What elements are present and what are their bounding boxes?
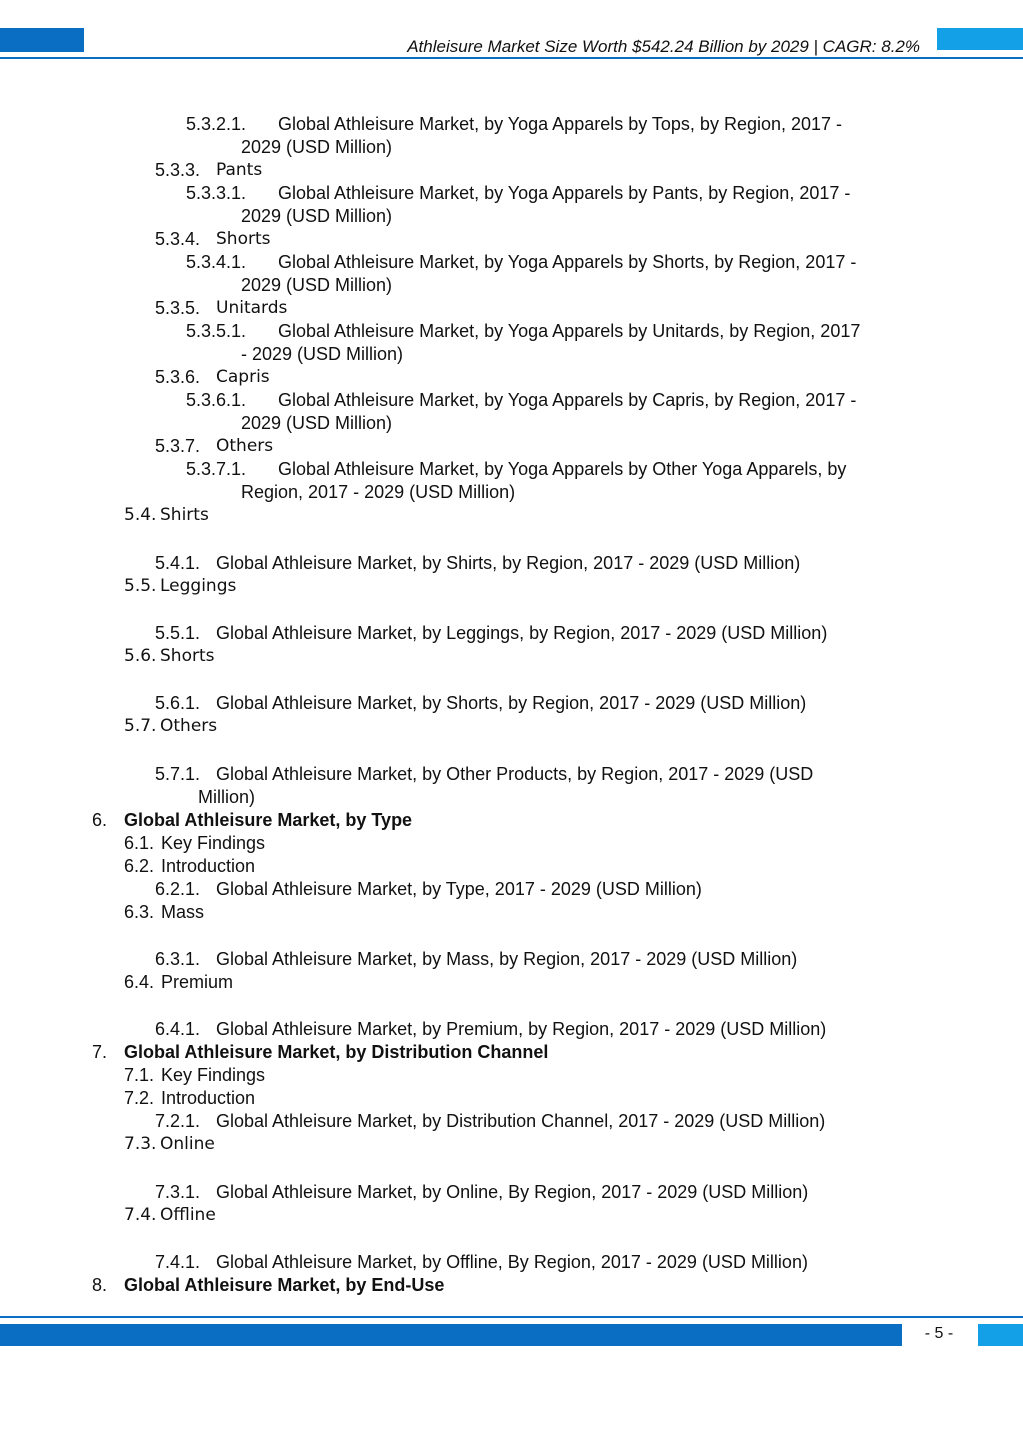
toc-text: Introduction (161, 856, 256, 876)
toc-number: 5.3.6. (155, 367, 201, 387)
toc-number: 6.3.1. (155, 949, 201, 969)
footer-accent-right (978, 1324, 1023, 1346)
header-title: Athleisure Market Size Worth $542.24 Billion by 2029 | CAGR: 8.2% (407, 37, 920, 56)
toc-text: Online (160, 1134, 215, 1154)
toc-entry (186, 389, 946, 435)
toc-entry (186, 113, 946, 159)
toc-text: Capris (216, 367, 270, 387)
toc-text: Global Athleisure Market, by Other Products, by Region, 2017 - 2029 (USD (216, 764, 814, 784)
header-accent-right (937, 28, 1023, 50)
toc-number: 6.1. (124, 833, 155, 853)
toc-text: Global Athleisure Market, by Yoga Apparels by Other Yoga Apparels, by (278, 459, 847, 479)
toc-text: Introduction (161, 1088, 256, 1108)
toc-number: 5.5. (124, 576, 157, 596)
toc-number: 8. (92, 1275, 108, 1295)
toc-text: Global Athleisure Market, by Mass, by Region, 2017 - 2029 (USD Million) (216, 949, 798, 969)
toc-text: Pants (216, 160, 263, 180)
toc-text: Key Findings (161, 833, 266, 853)
toc-text: Global Athleisure Market, by Yoga Apparels by Pants, by Region, 2017 - (278, 183, 851, 203)
toc-number: 7.3. (124, 1134, 157, 1154)
toc-entry (186, 182, 946, 228)
toc-text: Shorts (216, 229, 271, 249)
toc-number: 6.4. (124, 972, 155, 992)
page-number: - 5 - (924, 1325, 954, 1342)
toc-text-continued: 2029 (USD Million) (241, 413, 393, 433)
toc-number: 6.2. (124, 856, 155, 876)
toc-text: Global Athleisure Market, by Yoga Apparels by Unitards, by Region, 2017 (278, 321, 861, 341)
toc-number: 7.1. (124, 1065, 155, 1085)
toc-text: Global Athleisure Market, by Offline, By Region, 2017 - 2029 (USD Million) (216, 1252, 808, 1272)
toc-text: Global Athleisure Market, by Distribution Channel, 2017 - 2029 (USD Million) (216, 1111, 826, 1131)
header-rule (0, 57, 1023, 59)
toc-number: 5.3.3.1. (186, 183, 247, 203)
toc-text-continued: Region, 2017 - 2029 (USD Million) (241, 482, 516, 502)
toc-text: Global Athleisure Market, by Yoga Apparels by Capris, by Region, 2017 - (278, 390, 857, 410)
toc-number: 5.3.4. (155, 229, 201, 249)
toc-text-continued: 2029 (USD Million) (241, 275, 393, 295)
toc-number: 7.4.1. (155, 1252, 201, 1272)
toc-number: 5.3.5.1. (186, 321, 247, 341)
toc-text-continued: Million) (198, 787, 256, 807)
toc-number: 5.3.6.1. (186, 390, 247, 410)
toc-number: 5.4. (124, 505, 157, 525)
toc-number: 5.3.5. (155, 298, 201, 318)
toc-entry (186, 320, 946, 366)
toc-text: Key Findings (161, 1065, 266, 1085)
toc-number: 5.5.1. (155, 623, 201, 643)
toc-entry (155, 763, 915, 809)
toc-text: Global Athleisure Market, by Leggings, by Region, 2017 - 2029 (USD Million) (216, 623, 828, 643)
toc-number: 5.3.7. (155, 436, 201, 456)
toc-number: 7.2.1. (155, 1111, 201, 1131)
toc-number: 5.4.1. (155, 553, 201, 573)
footer-bar (0, 1324, 902, 1346)
toc-entry (186, 458, 946, 504)
toc-number: 7.3.1. (155, 1182, 201, 1202)
header-accent-left (0, 28, 84, 52)
toc-number: 7. (92, 1042, 108, 1062)
toc-number: 6. (92, 810, 108, 830)
toc-number: 6.2.1. (155, 879, 201, 899)
toc-text: Shirts (160, 505, 209, 525)
toc-chapter-title: Global Athleisure Market, by Type (124, 810, 413, 830)
toc-number: 5.6.1. (155, 693, 201, 713)
toc-number: 5.3.2.1. (186, 114, 247, 134)
toc-text: Offline (160, 1205, 216, 1225)
toc-text: Global Athleisure Market, by Shorts, by Region, 2017 - 2029 (USD Million) (216, 693, 807, 713)
toc-text: Leggings (160, 576, 237, 596)
toc-text: Global Athleisure Market, by Premium, by Region, 2017 - 2029 (USD Million) (216, 1019, 827, 1039)
toc-text: Global Athleisure Market, by Yoga Apparels by Tops, by Region, 2017 - (278, 114, 843, 134)
toc-text: Others (216, 436, 274, 456)
footer-rule (0, 1316, 1023, 1318)
toc-entry (186, 251, 946, 297)
toc-chapter-title: Global Athleisure Market, by Distribution Channel (124, 1042, 549, 1062)
toc-number: 5.6. (124, 646, 157, 666)
toc-text-continued: - 2029 (USD Million) (241, 344, 404, 364)
toc-number: 5.7. (124, 716, 157, 736)
toc-text: Global Athleisure Market, by Online, By Region, 2017 - 2029 (USD Million) (216, 1182, 809, 1202)
toc-text: Global Athleisure Market, by Type, 2017 - 2029 (USD Million) (216, 879, 702, 899)
toc-number: 5.3.7.1. (186, 459, 247, 479)
toc-text: Global Athleisure Market, by Shirts, by Region, 2017 - 2029 (USD Million) (216, 553, 801, 573)
toc-number: 7.4. (124, 1205, 157, 1225)
toc-text: Unitards (216, 298, 288, 318)
toc-text: Premium (161, 972, 234, 992)
toc-number: 6.4.1. (155, 1019, 201, 1039)
toc-chapter-title: Global Athleisure Market, by End-Use (124, 1275, 445, 1295)
toc-number: 7.2. (124, 1088, 155, 1108)
toc-text: Others (160, 716, 218, 736)
toc-number: 6.3. (124, 902, 155, 922)
toc-text: Global Athleisure Market, by Yoga Apparels by Shorts, by Region, 2017 - (278, 252, 857, 272)
toc-text-continued: 2029 (USD Million) (241, 206, 393, 226)
toc-text-continued: 2029 (USD Million) (241, 137, 393, 157)
toc-number: 5.3.4.1. (186, 252, 247, 272)
toc-number: 5.7.1. (155, 764, 201, 784)
toc-text: Mass (161, 902, 205, 922)
toc-text: Shorts (160, 646, 215, 666)
toc-number: 5.3.3. (155, 160, 201, 180)
